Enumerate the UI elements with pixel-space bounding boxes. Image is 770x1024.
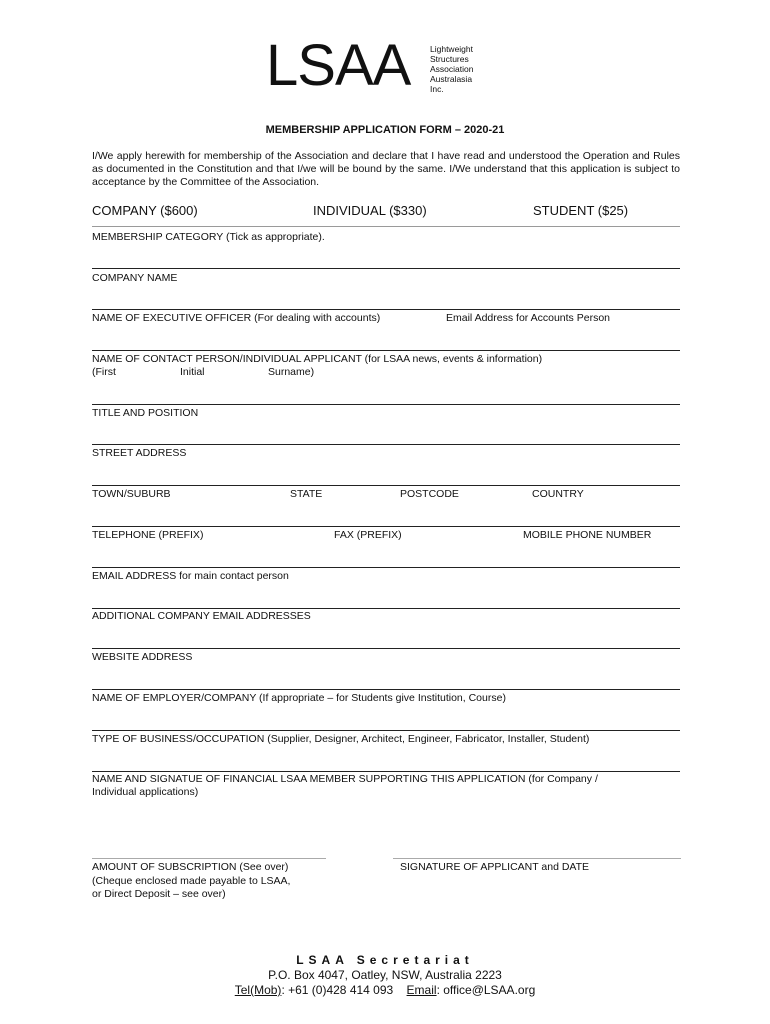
tel-label: Tel(Mob) [234,983,282,997]
field-line-contact-person[interactable] [92,404,680,405]
contact-initial-label: Initial [180,366,205,378]
company-name-label: COMPANY NAME [92,272,178,284]
field-line-additional-emails[interactable] [92,648,680,649]
subscription-line[interactable] [92,858,326,859]
signature-line[interactable] [393,858,681,859]
category-individual[interactable]: INDIVIDUAL ($330) [313,203,427,218]
mobile-label: MOBILE PHONE NUMBER [523,529,652,541]
logo-subtitle-line: Australasia [430,74,473,84]
supporter-label-line2: Individual applications) [92,786,199,798]
field-line-email-main[interactable] [92,608,680,609]
field-line-exec-officer[interactable] [92,350,680,351]
logo-subtitle-line: Inc. [430,84,444,94]
contact-surname-label: Surname) [268,366,315,378]
contact-person-label: NAME OF CONTACT PERSON/INDIVIDUAL APPLICANT (for LSAA news, events & information) [92,353,543,365]
category-company[interactable]: COMPANY ($600) [92,203,198,218]
postcode-label: POSTCODE [400,488,459,500]
secretariat-address: P.O. Box 4047, Oatley, NSW, Australia 2223 [268,968,502,982]
employer-label: NAME OF EMPLOYER/COMPANY (If appropriate – for Students give Institution, Course) [92,692,506,704]
field-line-website[interactable] [92,689,680,690]
tel-value: : +61 (0)428 414 093 [281,983,394,997]
state-label: STATE [290,488,323,500]
secretariat-contact [0,983,770,997]
additional-emails-label: ADDITIONAL COMPANY EMAIL ADDRESSES [92,610,311,622]
title-position-label: TITLE AND POSITION [92,407,199,419]
country-label: COUNTRY [532,488,584,500]
field-line-title-position[interactable] [92,444,680,445]
website-label: WEBSITE ADDRESS [92,651,193,663]
logo-subtitle-line: Structures [430,54,469,64]
accounts-email-label: Email Address for Accounts Person [446,312,610,324]
category-student[interactable]: STUDENT ($25) [533,203,629,218]
logo-subtitle [430,44,473,94]
business-type-label: TYPE OF BUSINESS/OCCUPATION (Supplier, Designer, Architect, Engineer, Fabricator, Installer, Student) [92,733,590,745]
subscription-label-line2: (Cheque enclosed made payable to LSAA, [92,875,291,887]
email-main-label: EMAIL ADDRESS for main contact person [92,570,289,582]
intro-paragraph: I/We apply herewith for membership of the Association and declare that I have read and understood the Operation and Rules as documented in the Constitution and that I/we will be bound by the same. I/We understand that this application is subject to acceptance by the Committee of the Association. [92,150,680,189]
field-line-telephone[interactable] [92,567,680,568]
category-divider [92,226,680,227]
field-line-town[interactable] [92,526,680,527]
telephone-label: TELEPHONE (PREFIX) [92,529,204,541]
signature-label: SIGNATURE OF APPLICANT and DATE [400,861,590,873]
subscription-label-line3: or Direct Deposit – see over) [92,888,226,900]
email-value[interactable]: : office@LSAA.org [436,983,536,997]
logo-wordmark: LSAA [266,33,411,98]
town-label: TOWN/SUBURB [92,488,171,500]
logo-subtitle-line: Association [430,64,474,74]
email-label: Email [406,983,437,997]
field-line-company-name[interactable] [92,309,680,310]
subscription-label-line1: AMOUNT OF SUBSCRIPTION (See over) [92,861,289,873]
field-line-employer[interactable] [92,730,680,731]
form-title: MEMBERSHIP APPLICATION FORM – 2020-21 [265,124,505,136]
field-line-street-address[interactable] [92,485,680,486]
category-instruction: MEMBERSHIP CATEGORY (Tick as appropriate). [92,231,325,243]
supporter-label-line1: NAME AND SIGNATUE OF FINANCIAL LSAA MEMBER SUPPORTING THIS APPLICATION (for Company / [92,773,598,785]
logo-subtitle-line: Lightweight [430,44,474,54]
street-address-label: STREET ADDRESS [92,447,187,459]
secretariat-heading: LSAA Secretariat [296,953,474,967]
field-line-category[interactable] [92,268,680,269]
fax-label: FAX (PREFIX) [334,529,402,541]
contact-first-label: (First [92,366,116,378]
exec-officer-label: NAME OF EXECUTIVE OFFICER (For dealing with accounts) [92,312,381,324]
field-line-business-type[interactable] [92,771,680,772]
